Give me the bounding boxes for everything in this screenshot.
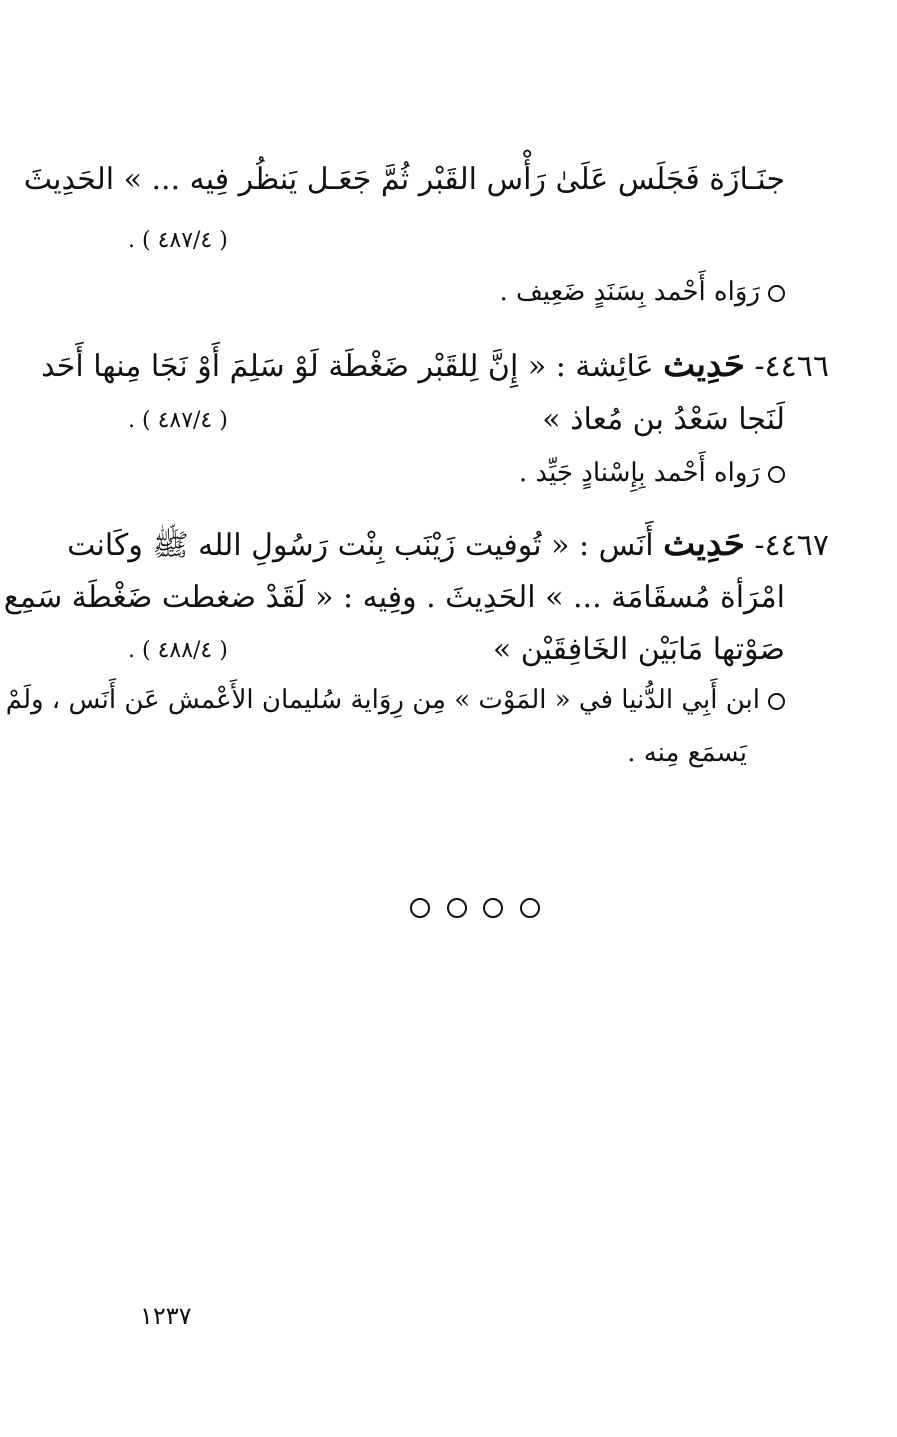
entry-text: لَنَجا سَعْدُ بن مُعاذ »	[542, 402, 785, 437]
entry-text: عَائِشة : « إِنَّ لِلقَبْر ضَغْطَة لَوْ سَلِمَ أَوْ نَجَا مِنها أَحَد	[41, 349, 654, 384]
note-text: ابن أَبِي الدُّنيا في « المَوْت » مِن رِوَاية سُليمان الأَعْمش عَن أَنَس ، ولَمْ	[5, 685, 760, 715]
text-line	[542, 400, 785, 440]
source-note	[499, 272, 785, 312]
source-note	[519, 453, 785, 493]
entry-text: أَنَس : « تُوفيت زَيْنَب بِنْت رَسُولِ الله ﷺ وكَانت	[67, 528, 654, 563]
circle-bullet-icon	[768, 466, 785, 483]
source-note-continuation	[627, 733, 747, 773]
entry-text: امْرَأة مُسقَامَة ... » الحَدِيثَ . وفِيه : « لَقَدْ ضغطت ضَغْطَة سَمِع	[3, 580, 785, 615]
text-line	[67, 524, 829, 566]
text-line	[24, 160, 785, 200]
circle-ornament-icon	[483, 898, 503, 918]
note-text: رَواه أَحْمد بِإِسْنادٍ جَيِّد .	[518, 458, 760, 488]
section-separator	[410, 896, 540, 920]
note-text: رَوَاه أَحْمد بِسَنَدٍ ضَعِيف .	[499, 277, 760, 307]
text-line	[4, 578, 785, 618]
entry-text: جنَـازَة فَجَلَس عَلَىٰ رَأْس القَبْر ثُمَّ جَعَـل يَنظُر فِيه ... » الحَدِيثَ	[23, 162, 785, 197]
source-note	[6, 680, 785, 720]
text-line	[41, 345, 829, 387]
hadith-keyword: حَدِيث	[663, 524, 745, 564]
reference: . ( ٤٨٧/٤ )	[128, 408, 228, 433]
circle-bullet-icon	[768, 693, 785, 710]
entry-text: صَوْتها مَابَيْن الخَافِقَيْن »	[492, 632, 785, 667]
hadith-number: ٤٤٦٧-	[754, 528, 829, 563]
circle-ornament-icon	[447, 898, 467, 918]
page-number: ١٢٣٧	[140, 1302, 192, 1330]
circle-ornament-icon	[410, 898, 430, 918]
circle-ornament-icon	[520, 898, 540, 918]
reference: . ( ٤٨٧/٤ )	[128, 228, 228, 253]
text-line	[493, 630, 785, 670]
hadith-number: ٤٤٦٦-	[754, 349, 829, 384]
reference: . ( ٤٨٨/٤ )	[128, 638, 228, 663]
circle-bullet-icon	[768, 285, 785, 302]
note-text: يَسمَع مِنه .	[627, 738, 747, 768]
hadith-keyword: حَدِيث	[663, 345, 745, 385]
